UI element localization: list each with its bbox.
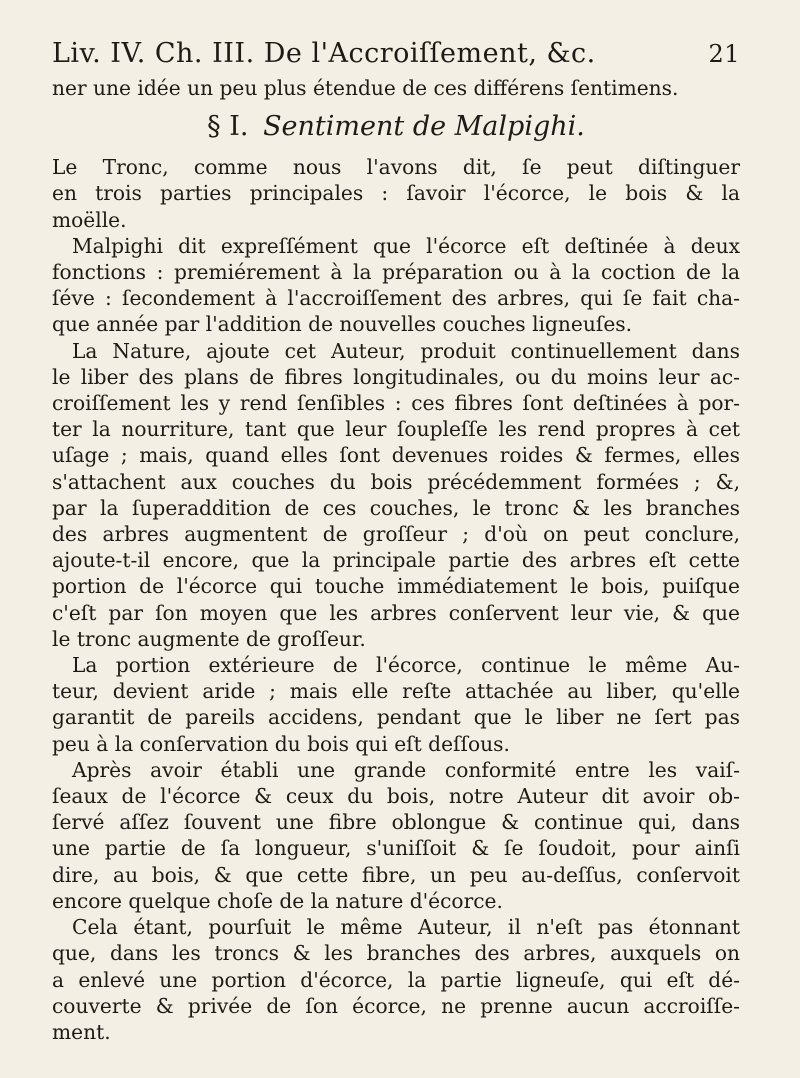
text-line: ſéve : ſecondement à l'accroiſſement des arbres, qui ſe fait cha- bbox=[52, 286, 740, 311]
section-heading bbox=[52, 111, 740, 142]
text-line: ajoute-t-il encore, que la principale partie des arbres eſt cette bbox=[52, 548, 740, 573]
text-line: dire, au bois, & que cette fibre, un peu au-deſſus, conſervoit bbox=[52, 862, 740, 887]
text-line: uſage ; mais, quand elles ſont devenues roides & fermes, elles bbox=[52, 443, 740, 468]
text-line: ment. bbox=[52, 1019, 111, 1044]
text-line: moëlle. bbox=[52, 207, 127, 232]
section-sign: § I. bbox=[207, 111, 249, 143]
text-line: encore quelque choſe de la nature d'écorce. bbox=[52, 888, 503, 913]
text-line: que, dans les troncs & les branches des arbres, auxquels on bbox=[52, 941, 740, 966]
text-line: Malpighi dit expreſſément que l'écorce eſt deſtinée à deux bbox=[72, 233, 740, 258]
text-line: que année par l'addition de nouvelles couches ligneuſes. bbox=[52, 312, 633, 337]
page-number: 21 bbox=[708, 40, 740, 68]
text-line: Après avoir établi une grande conformité entre les vaiſ- bbox=[72, 757, 740, 782]
running-title: Liv. IV. Ch. III. De l'Accroiſſement, &c. bbox=[52, 38, 596, 69]
text-line: fonctions : premiérement à la préparation ou à la coction de la bbox=[52, 260, 740, 285]
text-line: ſeaux de l'écorce & ceux du bois, notre Auteur dit avoir ob- bbox=[52, 784, 740, 809]
text-line: Cela étant, pourſuit le même Auteur, il n'eſt pas étonnant bbox=[72, 915, 740, 940]
text-line: croiſſement les y rend ſenſibles : ces fibres ſont deſtinées à por- bbox=[52, 391, 740, 416]
section-title: Sentiment de Malpighi. bbox=[263, 111, 585, 143]
body-text bbox=[52, 154, 740, 1045]
text-line: peu à la conſervation du bois qui eſt deſſous. bbox=[52, 731, 510, 756]
text-line: une partie de ſa longueur, s'uniſſoit & ſe ſoudoit, pour ainſi bbox=[52, 836, 740, 861]
text-line: couverte & privée de ſon écorce, ne prenne aucun accroiſſe- bbox=[52, 993, 740, 1018]
text-line: teur, devient aride ; mais elle reſte attachée au liber, qu'elle bbox=[52, 679, 740, 704]
text-line: le liber des plans de fibres longitudinales, ou du moins leur ac- bbox=[52, 364, 740, 389]
text-line: portion de l'écorce qui touche immédiatement le bois, puiſque bbox=[52, 574, 740, 599]
text-line: Le Tronc, comme nous l'avons dit, ſe peut diſtinguer bbox=[52, 155, 740, 180]
text-line: s'attachent aux couches du bois précédemment formées ; &, bbox=[52, 469, 740, 494]
text-line: par la ſuperaddition de ces couches, le tronc & les branches bbox=[52, 495, 740, 520]
text-line: en trois parties principales : ſavoir l'écorce, le bois & la bbox=[52, 181, 740, 206]
text-line: des arbres augmentent de groſſeur ; d'où on peut conclure, bbox=[52, 522, 740, 547]
text-line: ſervé aſſez ſouvent une fibre oblongue & continue qui, dans bbox=[52, 810, 740, 835]
text-line: ter la nourriture, tant que leur ſoupleſſe les rend propres à cet bbox=[52, 417, 740, 442]
page-header bbox=[52, 38, 740, 69]
text-line: garantit de pareils accidens, pendant que le liber ne ſert pas bbox=[52, 705, 740, 730]
text-line: La portion extérieure de l'écorce, continue le même Au- bbox=[72, 653, 740, 678]
text-line: a enlevé une portion d'écorce, la partie ligneuſe, qui eſt dé- bbox=[52, 967, 740, 992]
text-line: le tronc augmente de groſſeur. bbox=[52, 626, 366, 651]
intro-line: ner une idée un peu plus étendue de ces différens ſentimens. bbox=[52, 76, 679, 100]
text-line: La Nature, ajoute cet Auteur, produit continuellement dans bbox=[72, 338, 740, 363]
text-line: c'eſt par ſon moyen que les arbres conſervent leur vie, & que bbox=[52, 600, 740, 625]
